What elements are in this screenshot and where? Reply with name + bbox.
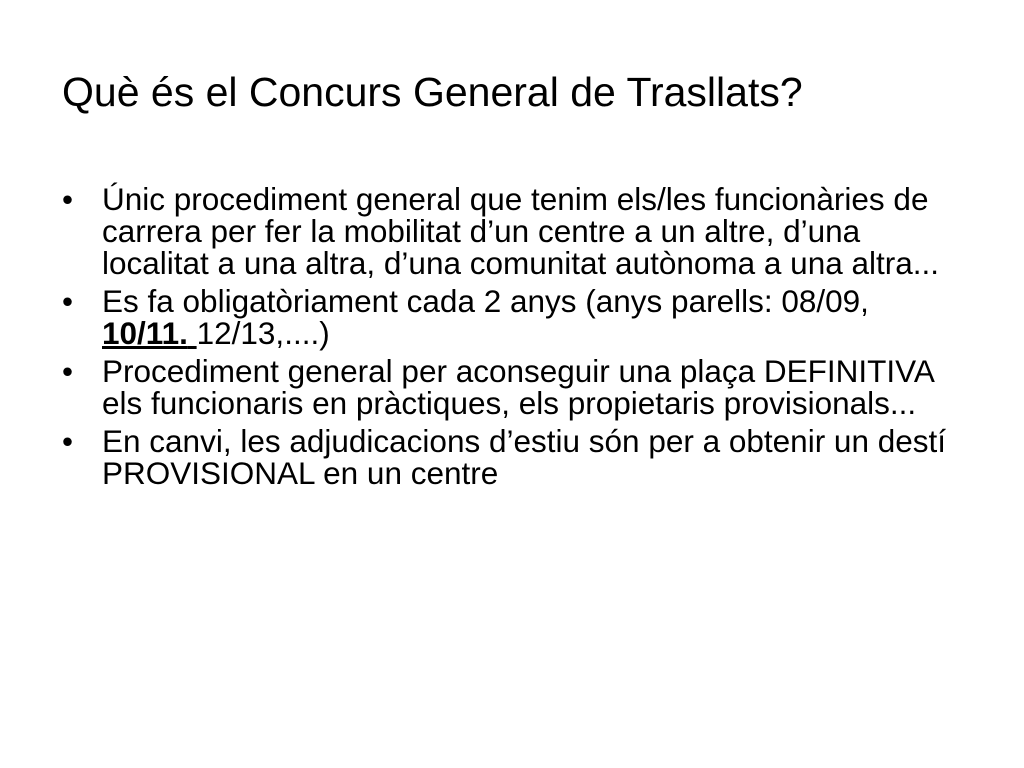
bullet-text-before: Es fa obligatòriament cada 2 anys (anys parells: 08/09,: [102, 283, 869, 319]
bullet-text-bold: 10/11.: [102, 315, 188, 351]
bullet-text-underlined-space: [188, 315, 197, 351]
bullet-item-4: [62, 425, 962, 489]
slide-title: Què és el Concurs General de Trasllats?: [62, 69, 803, 115]
bullet-text: Procediment general per aconseguir una plaça DEFINITIVA els funcionaris en pràctiques, els propietaris provisionals...: [102, 353, 934, 421]
bullet-marker: •: [62, 353, 74, 389]
bullet-marker: •: [62, 181, 74, 217]
bullet-item-1: [62, 183, 962, 279]
bullet-marker: •: [62, 423, 74, 459]
bullet-item-3: [62, 355, 962, 419]
bullet-text: [102, 283, 869, 351]
bullet-item-2: [62, 285, 962, 349]
bullet-text-after: 12/13,....): [196, 315, 330, 351]
bullet-marker: •: [62, 283, 74, 319]
bullet-text: En canvi, les adjudicacions d’estiu són per a obtenir un destí PROVISIONAL en un centre: [102, 423, 947, 491]
bullet-text: Únic procediment general que tenim els/les funcionàries de carrera per fer la mobilitat d’un centre a un altre, d’una localitat a una altra, d’una comunitat autònoma a una altra...: [102, 181, 940, 281]
bullet-list: [62, 183, 962, 495]
